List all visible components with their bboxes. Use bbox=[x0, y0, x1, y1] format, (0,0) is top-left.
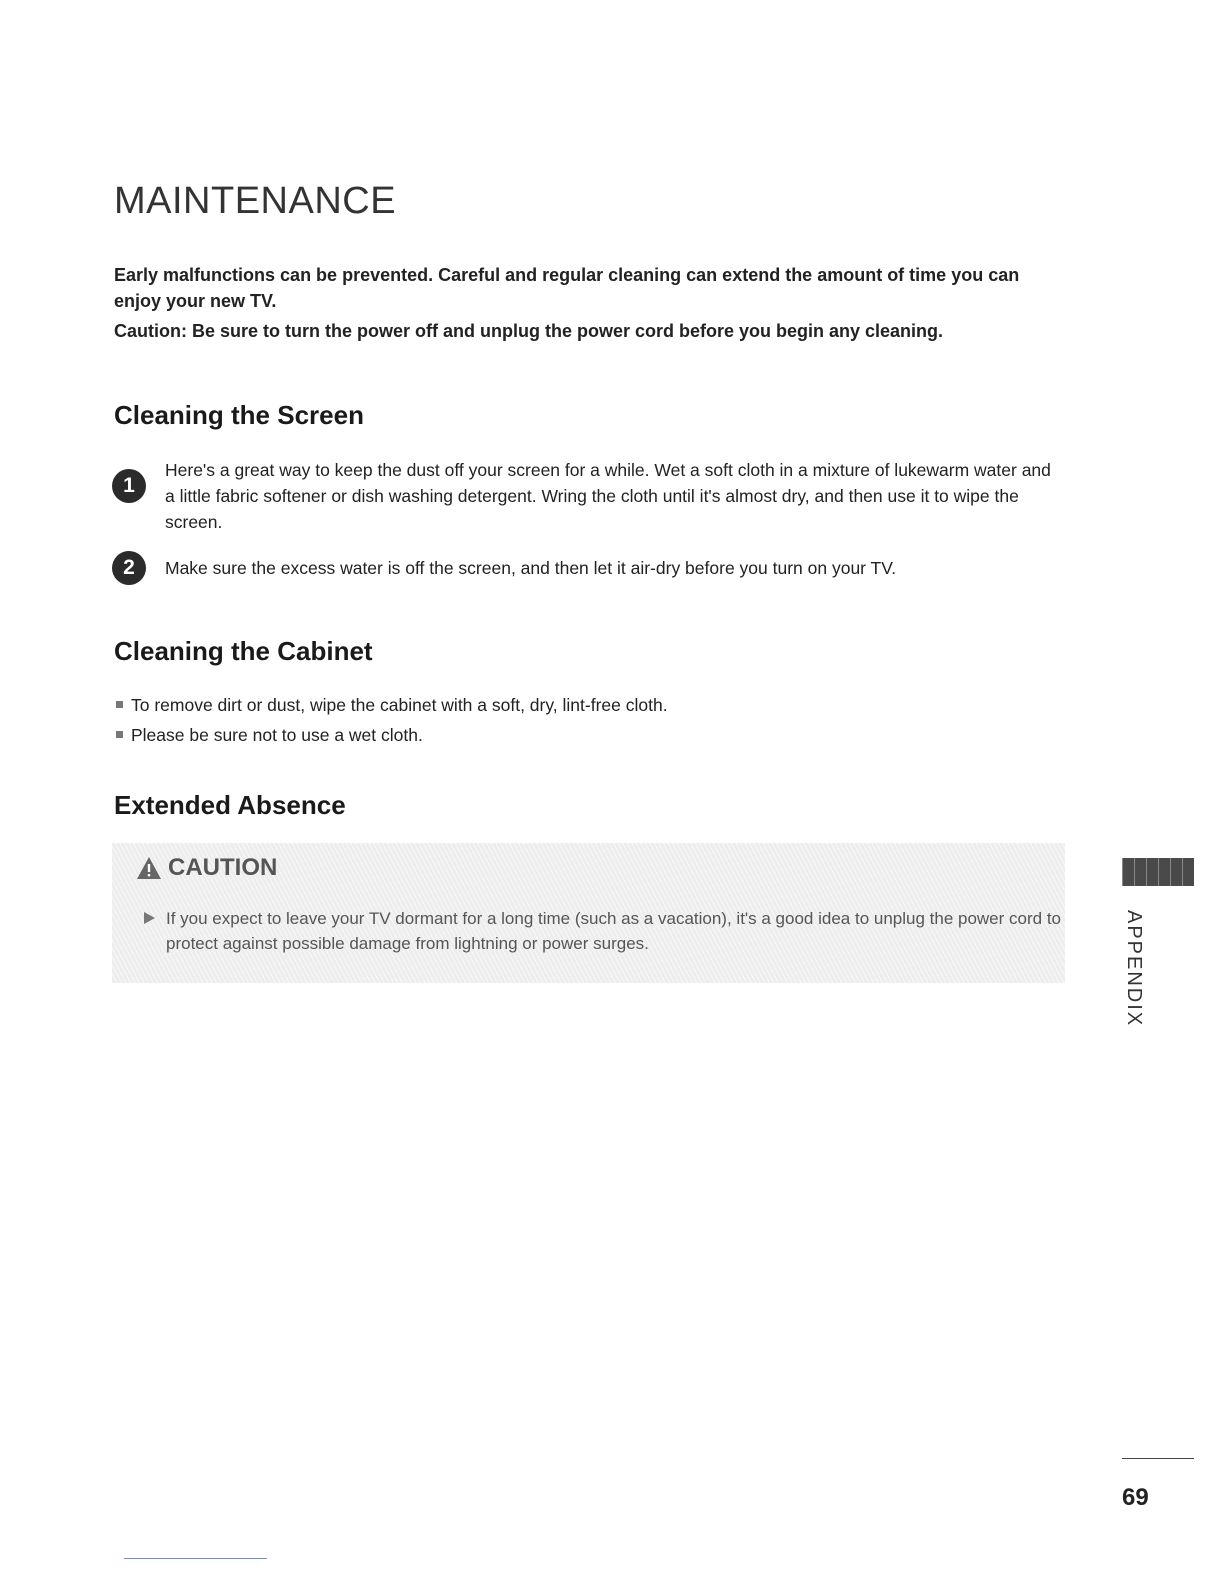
side-label: APPENDIX bbox=[1123, 910, 1145, 1028]
bottom-divider bbox=[124, 1558, 267, 1559]
caution-text bbox=[142, 906, 1066, 956]
bullet-icon bbox=[116, 701, 123, 708]
list-item bbox=[112, 555, 1052, 581]
caution-title bbox=[136, 854, 277, 882]
step-number-badge: 2 bbox=[112, 551, 146, 585]
bullet-icon bbox=[116, 731, 123, 738]
list-item bbox=[112, 457, 1052, 535]
intro-paragraph: Early malfunctions can be prevented. Careful and regular cleaning can extend the amount of time you can enjoy your new TV. bbox=[114, 265, 1020, 311]
list-item bbox=[114, 690, 1054, 720]
footer-divider bbox=[1122, 1458, 1194, 1459]
cabinet-bullets bbox=[114, 690, 1054, 750]
bullet-text: To remove dirt or dust, wipe the cabinet with a soft, dry, lint-free cloth. bbox=[131, 695, 668, 715]
step-number-badge: 1 bbox=[112, 469, 146, 503]
intro bbox=[114, 262, 1054, 348]
screen-heading: Cleaning the Screen bbox=[114, 400, 364, 430]
step-text: Here's a great way to keep the dust off your screen for a while. Wet a soft cloth in a mixture of lukewarm water and a little fabric softener or dish washing detergent. Wring the cloth until it's almost dry, and then use it to wipe the screen. bbox=[165, 460, 1051, 532]
cabinet-heading: Cleaning the Cabinet bbox=[114, 636, 373, 666]
warning-icon bbox=[136, 856, 162, 880]
page-title: MAINTENANCE bbox=[114, 180, 397, 222]
bullet-text: Please be sure not to use a wet cloth. bbox=[131, 725, 423, 745]
page-number: 69 bbox=[1122, 1484, 1149, 1511]
caution-title-text: CAUTION bbox=[168, 854, 278, 881]
absence-heading: Extended Absence bbox=[114, 790, 346, 820]
caution-text-body: If you expect to leave your TV dormant for a long time (such as a vacation), it's a good idea to unplug the power cord to protect against possible damage from lightning or power surges. bbox=[166, 909, 1061, 953]
caution-box bbox=[112, 843, 1065, 983]
list-item bbox=[114, 720, 1054, 750]
intro-caution: Caution: Be sure to turn the power off and unplug the power cord before you begin any cleaning. bbox=[114, 321, 944, 341]
step-text: Make sure the excess water is off the screen, and then let it air-dry before you turn on your TV. bbox=[165, 558, 897, 578]
screen-steps bbox=[112, 457, 1052, 581]
side-tab-marker bbox=[1122, 858, 1194, 886]
arrow-icon bbox=[142, 911, 156, 925]
